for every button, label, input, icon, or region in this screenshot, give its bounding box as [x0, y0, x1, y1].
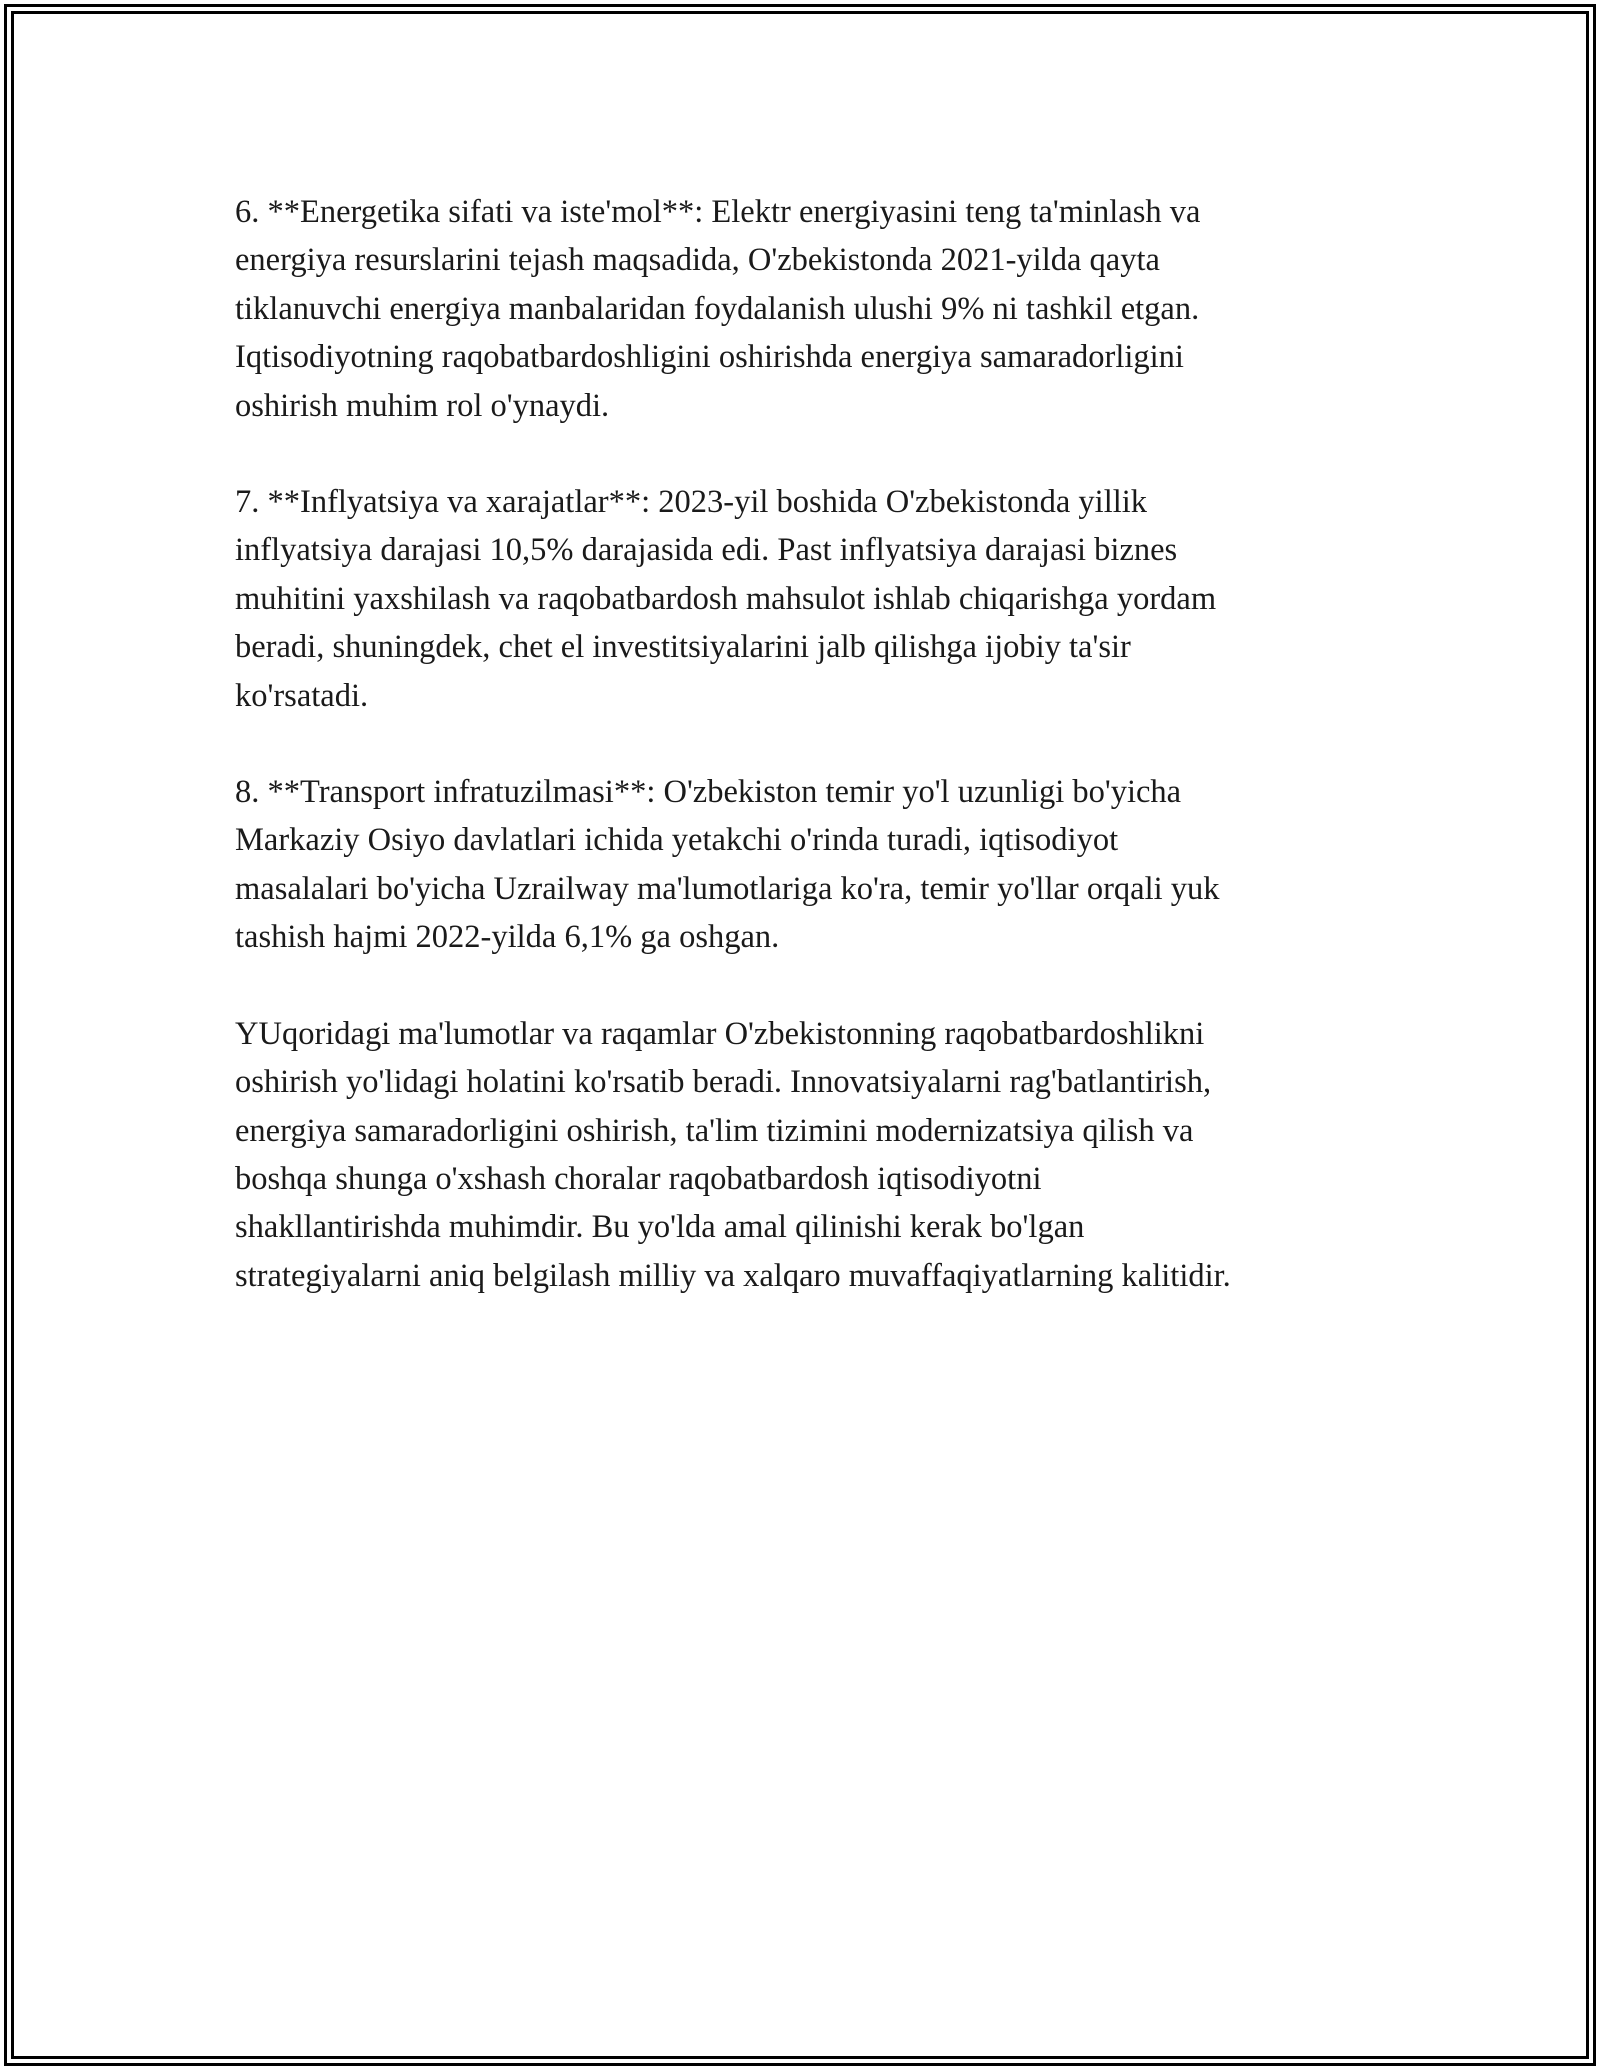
text-line: oshirish muhim rol o'ynaydi.	[235, 387, 610, 424]
text-line: shakllantirishda muhimdir. Bu yo'lda amal qilinishi kerak bo'lgan	[235, 1209, 1085, 1246]
text-line: 8. **Transport infratuzilmasi**: O'zbekiston temir yo'l uzunligi bo'yicha	[235, 774, 1182, 811]
text-line: energiya resurslarini tejash maqsadida, O'zbekistonda 2021-yilda qayta	[235, 242, 1160, 279]
text-line: masalalari bo'yicha Uzrailway ma'lumotlariga ko'ra, temir yo'llar orqali yuk	[235, 870, 1220, 907]
document-body	[235, 188, 1375, 1348]
text-line: energiya samaradorligini oshirish, ta'lim tizimini modernizatsiya qilish va	[235, 1112, 1194, 1149]
text-line: YUqoridagi ma'lumotlar va raqamlar O'zbekistonning raqobatbardoshlikni	[235, 1015, 1205, 1052]
paragraph-transport	[235, 768, 1375, 962]
text-line: tashish hajmi 2022-yilda 6,1% ga oshgan.	[235, 919, 780, 956]
text-line: 7. **Inflyatsiya va xarajatlar**: 2023-yil boshida O'zbekistonda yillik	[235, 484, 1148, 521]
text-line: Iqtisodiyotning raqobatbardoshligini oshirishda energiya samaradorligini	[235, 339, 1184, 376]
text-line: oshirish yo'lidagi holatini ko'rsatib beradi. Innovatsiyalarni rag'batlantirish,	[235, 1064, 1212, 1101]
text-line: 6. **Energetika sifati va iste'mol**: Elektr energiyasini teng ta'minlash va	[235, 194, 1201, 230]
text-line: boshqa shunga o'xshash choralar raqobatbardosh iqtisodiyotni	[235, 1160, 1042, 1197]
text-line: tiklanuvchi energiya manbalaridan foydalanish ulushi 9% ni tashkil etgan.	[235, 290, 1200, 327]
text-line: strategiyalarni aniq belgilash milliy va xalqaro muvaffaqiyatlarning kalitidir.	[235, 1257, 1231, 1294]
paragraph-inflyatsiya	[235, 478, 1375, 720]
text-line: beradi, shuningdek, chet el investitsiyalarini jalb qilishga ijobiy ta'sir	[235, 629, 1131, 666]
text-line: Markaziy Osiyo davlatlari ichida yetakchi o'rinda turadi, iqtisodiyot	[235, 822, 1119, 859]
text-line: ko'rsatadi.	[235, 677, 369, 714]
paragraph-energetika	[235, 188, 1375, 430]
paragraph-conclusion	[235, 1010, 1375, 1300]
text-line: muhitini yaxshilash va raqobatbardosh mahsulot ishlab chiqarishga yordam	[235, 580, 1217, 617]
text-line: inflyatsiya darajasi 10,5% darajasida edi. Past inflyatsiya darajasi biznes	[235, 532, 1178, 569]
